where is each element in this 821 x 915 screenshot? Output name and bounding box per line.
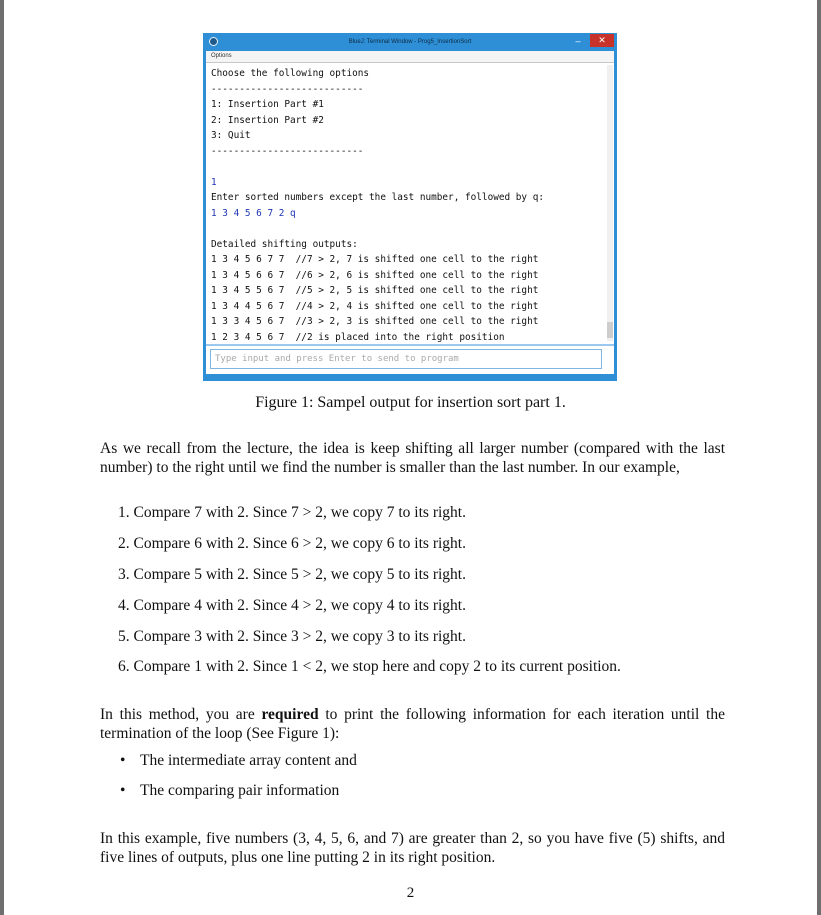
output-line: 2: Insertion Part #2: [211, 114, 324, 126]
user-input-line: 1 3 4 5 6 7 2 q: [211, 207, 296, 219]
paragraph-requirement: [100, 705, 725, 743]
output-line: [211, 159, 602, 175]
output-line: 1 3 4 5 6 7 7 //7 > 2, 7 is shifted one cell to the right: [211, 254, 539, 265]
terminal-title: BlueJ: Terminal Window - Prog5_InsertionSort: [348, 39, 472, 45]
paragraph-intro: As we recall from the lecture, the idea is keep shifting all larger number (compared with the last number) to the right until we find the number is smaller than the last number. In our example,: [100, 440, 725, 476]
step-item: 3. Compare 5 with 2. Since 5 > 2, we copy 5 to its right.: [118, 566, 466, 583]
close-icon[interactable]: ✕: [590, 34, 614, 47]
output-line: Choose the following options: [211, 68, 370, 79]
bullet-text: The comparing pair information: [140, 782, 340, 799]
terminal-input-area: [206, 344, 614, 374]
output-line: [211, 221, 602, 237]
output-line: ---------------------------: [211, 145, 364, 157]
bullet-dot: •: [120, 782, 126, 799]
output-line: 1 3 3 4 5 6 7 //3 > 2, 3 is shifted one cell to the right: [211, 316, 539, 327]
output-line: 1 3 4 5 6 6 7 //6 > 2, 6 is shifted one cell to the right: [211, 269, 539, 281]
requirement-bold: required: [261, 706, 319, 723]
output-line: 1: Insertion Part #1: [211, 99, 324, 110]
output-line: ---------------------------: [211, 83, 364, 95]
step-item: 6. Compare 1 with 2. Since 1 < 2, we stop here and copy 2 to its current position.: [118, 658, 621, 675]
user-input-line: 1: [211, 176, 217, 188]
requirement-text-before: In this method, you are: [100, 706, 262, 723]
minimize-icon[interactable]: –: [575, 36, 581, 46]
terminal-window: [203, 33, 617, 381]
paragraph-example: In this example, five numbers (3, 4, 5, 6, and 7) are greater than 2, so you have five (5) shifts, and five lines of outputs, plus one line putting 2 in its right position.: [100, 830, 725, 866]
terminal-input-field[interactable]: [210, 349, 602, 369]
scrollbar-thumb[interactable]: [607, 322, 613, 338]
page-number: 2: [406, 885, 415, 901]
bullet-item: [120, 781, 339, 800]
step-item: 2. Compare 6 with 2. Since 6 > 2, we copy 6 to its right.: [118, 535, 466, 552]
bullet-item: [120, 751, 357, 770]
terminal-scrollbar[interactable]: [607, 65, 613, 341]
bullet-dot: •: [120, 752, 126, 769]
requirement-text-after: to print the following information for each iteration until the termination of the loop (See Figure 1):: [100, 706, 725, 742]
step-item: 5. Compare 3 with 2. Since 3 > 2, we copy 3 to its right.: [118, 628, 466, 645]
bullet-text: The intermediate array content and: [140, 752, 357, 769]
output-line: 1 3 4 5 5 6 7 //5 > 2, 5 is shifted one cell to the right: [211, 285, 539, 296]
output-line: 1 3 4 4 5 6 7 //4 > 2, 4 is shifted one cell to the right: [211, 300, 539, 312]
step-item: 1. Compare 7 with 2. Since 7 > 2, we copy 7 to its right.: [118, 504, 466, 521]
figure-caption: Figure 1: Sampel output for insertion sort part 1.: [255, 394, 566, 411]
output-line: Detailed shifting outputs:: [211, 238, 358, 250]
menu-options[interactable]: Options: [211, 53, 232, 59]
output-line: Enter sorted numbers except the last number, followed by q:: [211, 192, 545, 203]
page-left-border: [0, 0, 4, 915]
page-right-border: [817, 0, 821, 915]
step-item: 4. Compare 4 with 2. Since 4 > 2, we copy 4 to its right.: [118, 597, 466, 614]
terminal-menubar: [206, 51, 614, 62]
terminal-output: [206, 62, 614, 344]
output-line: 3: Quit: [211, 130, 251, 141]
bluej-app-icon: [209, 37, 218, 46]
output-line: 1 2 3 4 5 6 7 //2 is placed into the right position: [211, 331, 505, 343]
terminal-titlebar: [206, 33, 614, 51]
